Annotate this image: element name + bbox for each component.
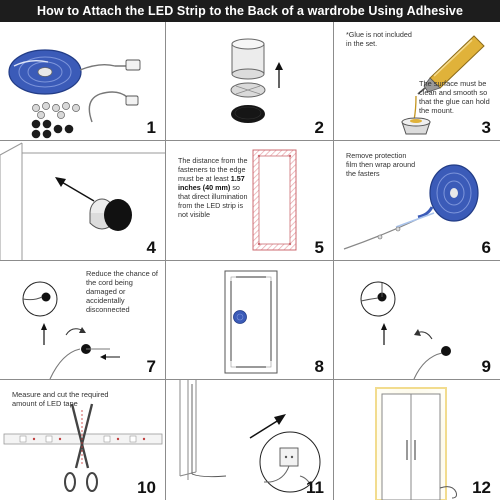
step-1-panel (0, 22, 166, 141)
wardrobe-side (0, 143, 166, 261)
step-8-panel (166, 261, 334, 380)
step-8-number: 8 (314, 357, 324, 376)
led-reel-small (234, 311, 247, 324)
step-2-number: 2 (314, 118, 324, 137)
wardrobe-doors (382, 394, 440, 500)
wardrobe-back-panel (225, 271, 277, 373)
led-reel (9, 50, 81, 94)
step-12-panel (334, 380, 500, 500)
step-1-number: 1 (146, 118, 156, 137)
led-strip-tail (344, 207, 434, 249)
scissors-icon (65, 404, 97, 491)
step-6-panel (334, 141, 500, 261)
edge-distance-value: 1.57 inches (40 mm) (178, 174, 245, 192)
step-6-number: 6 (481, 238, 491, 257)
step-9-panel (334, 261, 500, 380)
edge-distance-text: The distance from the fasteners to the edge must be at least (178, 156, 248, 183)
step-5-panel (166, 141, 334, 261)
mount-cylinder (231, 39, 265, 97)
mount-and-pad-illustration (166, 22, 334, 141)
wardrobe-overview-diagram (166, 261, 334, 380)
led-reel (430, 165, 478, 221)
arrow-up-icon (41, 323, 47, 345)
cord-finish-illustration (334, 261, 500, 380)
adhesive-pads (32, 120, 74, 139)
step-3-panel (334, 22, 500, 141)
remove-film-note: Remove protection film then wrap around the fasters (346, 151, 416, 178)
arrow-up-icon (381, 323, 387, 345)
mount-clips (32, 102, 79, 118)
step-2-panel (166, 22, 334, 141)
step-7-number: 7 (146, 357, 156, 376)
step-9-number: 9 (481, 357, 491, 376)
arrow-icon (55, 177, 94, 201)
cord-mount (414, 329, 451, 379)
surface-note: The surface must be clean and smooth so that the glue can hold the mount. (419, 79, 490, 115)
wardrobe-back-panel (253, 150, 296, 250)
step-4-panel (0, 141, 166, 261)
step-10-number: 10 (137, 478, 156, 497)
cord-mount (50, 327, 120, 379)
step-5-number: 5 (314, 238, 324, 257)
mount-detail-circle (23, 282, 57, 316)
wardrobe-back-mount-illustration (0, 141, 166, 261)
measure-cut-note: Measure and cut the required amount of LED tape (12, 390, 109, 408)
mount-with-glue (402, 118, 430, 134)
led-kit-illustration (0, 22, 166, 141)
step-3-number: 3 (481, 118, 491, 137)
glue-not-included-note: *Glue is not included in the set. (346, 30, 412, 48)
glue-drop (414, 96, 416, 120)
arrow-up-icon (275, 62, 283, 88)
step-11-panel (166, 380, 334, 500)
mount-detail-circle (361, 282, 395, 316)
adhesive-pad (231, 105, 265, 123)
steps-grid (0, 22, 500, 500)
step-12-number: 12 (472, 478, 491, 497)
cord-damage-note: Reduce the chance of the cord being damaged or accidentally disconnected (86, 269, 158, 314)
edge-distance-text-end: so that direct illumination from the LED strip is not visible (178, 183, 248, 219)
step-4-number: 4 (146, 238, 156, 257)
edge-distance-note (178, 156, 250, 219)
step-7-panel (0, 261, 166, 380)
mount-with-pad (90, 199, 132, 231)
wardrobe-corner (180, 380, 226, 480)
step-10-panel (0, 380, 166, 500)
power-cable (80, 60, 140, 122)
step-11-number: 11 (306, 478, 324, 497)
page-title: How to Attach the LED Strip to the Back of a wardrobe Using Adhesive (0, 0, 500, 22)
